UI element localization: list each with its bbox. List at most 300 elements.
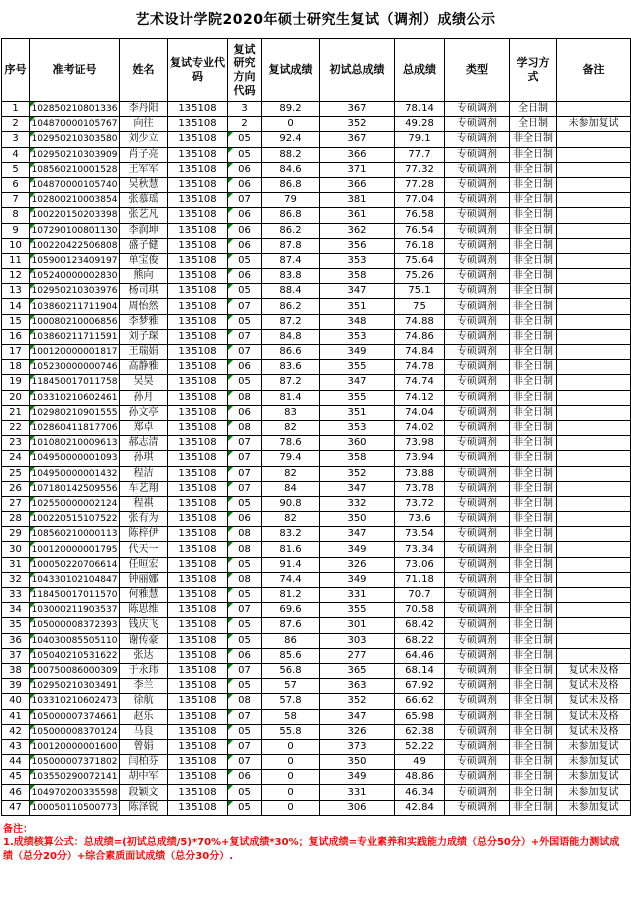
cell-remark bbox=[557, 360, 631, 375]
cell-total: 73.78 bbox=[395, 481, 445, 496]
table-row bbox=[2, 329, 631, 344]
cell-type: 专硕调剂 bbox=[445, 785, 510, 800]
cell-type: 专硕调剂 bbox=[445, 193, 510, 208]
cell-major: 135108 bbox=[168, 466, 228, 481]
cell-retest: 0 bbox=[262, 785, 320, 800]
cell-no: 25 bbox=[2, 466, 30, 481]
cell-dir: 06 bbox=[228, 512, 262, 527]
cell-initial: 365 bbox=[320, 663, 395, 678]
table-row bbox=[2, 132, 631, 147]
cell-dir: 07 bbox=[228, 329, 262, 344]
cell-ticket: 102550000002124 bbox=[30, 496, 120, 511]
table-row bbox=[2, 162, 631, 177]
cell-major: 135108 bbox=[168, 648, 228, 663]
cell-initial: 355 bbox=[320, 390, 395, 405]
cell-ticket: 105240000002830 bbox=[30, 269, 120, 284]
cell-retest: 83.6 bbox=[262, 360, 320, 375]
table-row bbox=[2, 147, 631, 162]
table-row bbox=[2, 420, 631, 435]
cell-total: 76.58 bbox=[395, 208, 445, 223]
cell-total: 71.18 bbox=[395, 572, 445, 587]
cell-mode: 全日制 bbox=[510, 102, 557, 117]
table-row bbox=[2, 177, 631, 192]
cell-total: 74.02 bbox=[395, 420, 445, 435]
cell-retest: 83 bbox=[262, 405, 320, 420]
cell-mode: 非全日制 bbox=[510, 284, 557, 299]
cell-remark: 未参加复试 bbox=[557, 800, 631, 815]
cell-type: 专硕调剂 bbox=[445, 390, 510, 405]
cell-no: 23 bbox=[2, 436, 30, 451]
cell-initial: 381 bbox=[320, 193, 395, 208]
cell-mode: 非全日制 bbox=[510, 269, 557, 284]
cell-name: 李梦雅 bbox=[120, 314, 168, 329]
cell-dir: 07 bbox=[228, 481, 262, 496]
cell-retest: 81.4 bbox=[262, 390, 320, 405]
cell-initial: 373 bbox=[320, 739, 395, 754]
cell-retest: 92.4 bbox=[262, 132, 320, 147]
cell-remark bbox=[557, 284, 631, 299]
cell-total: 73.98 bbox=[395, 436, 445, 451]
cell-retest: 0 bbox=[262, 739, 320, 754]
cell-retest: 0 bbox=[262, 117, 320, 132]
cell-mode: 非全日制 bbox=[510, 603, 557, 618]
cell-type: 专硕调剂 bbox=[445, 618, 510, 633]
cell-name: 张达 bbox=[120, 648, 168, 663]
cell-name: 孙琪 bbox=[120, 451, 168, 466]
cell-initial: 349 bbox=[320, 572, 395, 587]
cell-name: 车艺翔 bbox=[120, 481, 168, 496]
cell-initial: 331 bbox=[320, 785, 395, 800]
cell-retest: 55.8 bbox=[262, 724, 320, 739]
cell-remark bbox=[557, 405, 631, 420]
cell-ticket: 102950210303976 bbox=[30, 284, 120, 299]
cell-remark bbox=[557, 512, 631, 527]
cell-name: 杨司琪 bbox=[120, 284, 168, 299]
cell-name: 程洁 bbox=[120, 466, 168, 481]
cell-mode: 非全日制 bbox=[510, 390, 557, 405]
cell-retest: 86.8 bbox=[262, 177, 320, 192]
cell-no: 9 bbox=[2, 223, 30, 238]
table-row bbox=[2, 755, 631, 770]
cell-retest: 56.8 bbox=[262, 663, 320, 678]
cell-mode: 非全日制 bbox=[510, 739, 557, 754]
cell-total: 74.86 bbox=[395, 329, 445, 344]
cell-type: 专硕调剂 bbox=[445, 375, 510, 390]
cell-name: 钱庆飞 bbox=[120, 618, 168, 633]
cell-major: 135108 bbox=[168, 679, 228, 694]
cell-name: 陈思维 bbox=[120, 603, 168, 618]
cell-no: 27 bbox=[2, 496, 30, 511]
cell-retest: 0 bbox=[262, 770, 320, 785]
cell-dir: 06 bbox=[228, 405, 262, 420]
cell-major: 135108 bbox=[168, 299, 228, 314]
cell-no: 26 bbox=[2, 481, 30, 496]
cell-name: 王瑞娟 bbox=[120, 345, 168, 360]
cell-ticket: 103860211711591 bbox=[30, 329, 120, 344]
cell-remark bbox=[557, 269, 631, 284]
cell-initial: 348 bbox=[320, 314, 395, 329]
cell-ticket: 100080210006856 bbox=[30, 314, 120, 329]
cell-type: 专硕调剂 bbox=[445, 542, 510, 557]
cell-dir: 08 bbox=[228, 542, 262, 557]
cell-major: 135108 bbox=[168, 360, 228, 375]
cell-no: 10 bbox=[2, 238, 30, 253]
cell-ticket: 104950000001432 bbox=[30, 466, 120, 481]
table-row bbox=[2, 117, 631, 132]
cell-type: 专硕调剂 bbox=[445, 102, 510, 117]
cell-major: 135108 bbox=[168, 102, 228, 117]
cell-ticket: 100750086000309 bbox=[30, 663, 120, 678]
cell-initial: 349 bbox=[320, 770, 395, 785]
cell-major: 135108 bbox=[168, 436, 228, 451]
cell-type: 专硕调剂 bbox=[445, 299, 510, 314]
cell-ticket: 104870000105740 bbox=[30, 177, 120, 192]
cell-retest: 87.6 bbox=[262, 618, 320, 633]
cell-dir: 07 bbox=[228, 603, 262, 618]
cell-mode: 非全日制 bbox=[510, 679, 557, 694]
cell-mode: 非全日制 bbox=[510, 481, 557, 496]
cell-no: 28 bbox=[2, 512, 30, 527]
cell-mode: 非全日制 bbox=[510, 360, 557, 375]
cell-remark bbox=[557, 390, 631, 405]
cell-remark: 未参加复试 bbox=[557, 755, 631, 770]
cell-initial: 347 bbox=[320, 375, 395, 390]
cell-initial: 355 bbox=[320, 360, 395, 375]
cell-name: 何雅慧 bbox=[120, 588, 168, 603]
cell-total: 68.14 bbox=[395, 663, 445, 678]
cell-type: 专硕调剂 bbox=[445, 238, 510, 253]
cell-ticket: 102850210801336 bbox=[30, 102, 120, 117]
cell-ticket: 118450017011758 bbox=[30, 375, 120, 390]
table-row bbox=[2, 633, 631, 648]
cell-mode: 非全日制 bbox=[510, 329, 557, 344]
table-row bbox=[2, 481, 631, 496]
cell-dir: 08 bbox=[228, 390, 262, 405]
cell-no: 41 bbox=[2, 709, 30, 724]
col-header-initial: 初试总成绩 bbox=[320, 39, 395, 102]
cell-initial: 349 bbox=[320, 345, 395, 360]
cell-initial: 367 bbox=[320, 132, 395, 147]
cell-no: 34 bbox=[2, 603, 30, 618]
cell-dir: 05 bbox=[228, 588, 262, 603]
cell-name: 李润坤 bbox=[120, 223, 168, 238]
cell-dir: 07 bbox=[228, 663, 262, 678]
cell-major: 135108 bbox=[168, 420, 228, 435]
cell-major: 135108 bbox=[168, 132, 228, 147]
cell-no: 21 bbox=[2, 405, 30, 420]
table-row bbox=[2, 618, 631, 633]
cell-no: 18 bbox=[2, 360, 30, 375]
cell-ticket: 102950210303580 bbox=[30, 132, 120, 147]
table-row bbox=[2, 284, 631, 299]
cell-retest: 85.6 bbox=[262, 648, 320, 663]
cell-dir: 05 bbox=[228, 800, 262, 815]
cell-dir: 05 bbox=[228, 633, 262, 648]
cell-type: 专硕调剂 bbox=[445, 648, 510, 663]
cell-type: 专硕调剂 bbox=[445, 739, 510, 754]
cell-type: 专硕调剂 bbox=[445, 694, 510, 709]
cell-remark bbox=[557, 147, 631, 162]
cell-ticket: 102950210303909 bbox=[30, 147, 120, 162]
cell-no: 45 bbox=[2, 770, 30, 785]
cell-dir: 05 bbox=[228, 785, 262, 800]
cell-ticket: 104030085505110 bbox=[30, 633, 120, 648]
cell-type: 专硕调剂 bbox=[445, 117, 510, 132]
cell-total: 76.54 bbox=[395, 223, 445, 238]
cell-ticket: 103000211903537 bbox=[30, 603, 120, 618]
cell-name: 谢传豪 bbox=[120, 633, 168, 648]
cell-retest: 79.4 bbox=[262, 451, 320, 466]
col-header-total: 总成绩 bbox=[395, 39, 445, 102]
cell-dir: 07 bbox=[228, 345, 262, 360]
cell-mode: 非全日制 bbox=[510, 724, 557, 739]
cell-ticket: 104330102104847 bbox=[30, 572, 120, 587]
cell-ticket: 105040210531622 bbox=[30, 648, 120, 663]
cell-name: 吴秋慧 bbox=[120, 177, 168, 192]
cell-type: 专硕调剂 bbox=[445, 527, 510, 542]
cell-initial: 351 bbox=[320, 299, 395, 314]
cell-remark bbox=[557, 329, 631, 344]
cell-retest: 82 bbox=[262, 420, 320, 435]
cell-total: 70.58 bbox=[395, 603, 445, 618]
cell-mode: 非全日制 bbox=[510, 451, 557, 466]
cell-initial: 332 bbox=[320, 496, 395, 511]
cell-dir: 05 bbox=[228, 132, 262, 147]
cell-major: 135108 bbox=[168, 162, 228, 177]
cell-ticket: 105000008370124 bbox=[30, 724, 120, 739]
cell-type: 专硕调剂 bbox=[445, 496, 510, 511]
cell-major: 135108 bbox=[168, 770, 228, 785]
cell-no: 4 bbox=[2, 147, 30, 162]
cell-major: 135108 bbox=[168, 800, 228, 815]
cell-total: 77.04 bbox=[395, 193, 445, 208]
cell-no: 20 bbox=[2, 390, 30, 405]
col-header-mode: 学习方式 bbox=[510, 39, 557, 102]
cell-ticket: 102950210303491 bbox=[30, 679, 120, 694]
cell-mode: 非全日制 bbox=[510, 238, 557, 253]
cell-initial: 366 bbox=[320, 177, 395, 192]
cell-type: 专硕调剂 bbox=[445, 208, 510, 223]
cell-ticket: 102800210003854 bbox=[30, 193, 120, 208]
cell-mode: 非全日制 bbox=[510, 193, 557, 208]
col-header-remark: 备注 bbox=[557, 39, 631, 102]
cell-mode: 非全日制 bbox=[510, 314, 557, 329]
cell-type: 专硕调剂 bbox=[445, 603, 510, 618]
cell-name: 于永玮 bbox=[120, 663, 168, 678]
cell-type: 专硕调剂 bbox=[445, 679, 510, 694]
cell-retest: 81.2 bbox=[262, 588, 320, 603]
cell-mode: 非全日制 bbox=[510, 572, 557, 587]
cell-remark bbox=[557, 253, 631, 268]
table-row bbox=[2, 770, 631, 785]
cell-major: 135108 bbox=[168, 177, 228, 192]
cell-initial: 350 bbox=[320, 755, 395, 770]
cell-major: 135108 bbox=[168, 405, 228, 420]
table-row bbox=[2, 390, 631, 405]
cell-total: 73.94 bbox=[395, 451, 445, 466]
cell-total: 70.7 bbox=[395, 588, 445, 603]
cell-mode: 非全日制 bbox=[510, 512, 557, 527]
cell-total: 79.1 bbox=[395, 132, 445, 147]
cell-initial: 277 bbox=[320, 648, 395, 663]
cell-dir: 05 bbox=[228, 314, 262, 329]
cell-major: 135108 bbox=[168, 739, 228, 754]
cell-major: 135108 bbox=[168, 724, 228, 739]
cell-initial: 347 bbox=[320, 709, 395, 724]
cell-major: 135108 bbox=[168, 527, 228, 542]
cell-dir: 07 bbox=[228, 193, 262, 208]
cell-total: 78.14 bbox=[395, 102, 445, 117]
cell-retest: 82 bbox=[262, 512, 320, 527]
cell-retest: 84 bbox=[262, 481, 320, 496]
cell-retest: 69.6 bbox=[262, 603, 320, 618]
table-body bbox=[2, 102, 631, 816]
cell-major: 135108 bbox=[168, 345, 228, 360]
cell-ticket: 100120000001600 bbox=[30, 739, 120, 754]
cell-total: 46.34 bbox=[395, 785, 445, 800]
cell-major: 135108 bbox=[168, 633, 228, 648]
cell-initial: 363 bbox=[320, 679, 395, 694]
cell-dir: 05 bbox=[228, 618, 262, 633]
cell-retest: 74.4 bbox=[262, 572, 320, 587]
cell-type: 专硕调剂 bbox=[445, 360, 510, 375]
table-row bbox=[2, 253, 631, 268]
cell-no: 8 bbox=[2, 208, 30, 223]
cell-dir: 05 bbox=[228, 284, 262, 299]
cell-ticket: 104970200335598 bbox=[30, 785, 120, 800]
table-row bbox=[2, 572, 631, 587]
cell-remark: 未参加复试 bbox=[557, 739, 631, 754]
cell-mode: 非全日制 bbox=[510, 694, 557, 709]
cell-retest: 87.4 bbox=[262, 253, 320, 268]
cell-ticket: 100050110500773 bbox=[30, 800, 120, 815]
cell-remark bbox=[557, 177, 631, 192]
cell-major: 135108 bbox=[168, 694, 228, 709]
cell-remark bbox=[557, 633, 631, 648]
cell-ticket: 103310210602473 bbox=[30, 694, 120, 709]
cell-retest: 0 bbox=[262, 755, 320, 770]
cell-major: 135108 bbox=[168, 223, 228, 238]
cell-dir: 06 bbox=[228, 269, 262, 284]
cell-dir: 07 bbox=[228, 436, 262, 451]
cell-mode: 非全日制 bbox=[510, 147, 557, 162]
cell-type: 专硕调剂 bbox=[445, 147, 510, 162]
cell-remark bbox=[557, 238, 631, 253]
cell-major: 135108 bbox=[168, 238, 228, 253]
cell-name: 孙文亭 bbox=[120, 405, 168, 420]
cell-dir: 06 bbox=[228, 648, 262, 663]
cell-type: 专硕调剂 bbox=[445, 269, 510, 284]
cell-type: 专硕调剂 bbox=[445, 466, 510, 481]
cell-dir: 06 bbox=[228, 177, 262, 192]
cell-major: 135108 bbox=[168, 542, 228, 557]
cell-dir: 05 bbox=[228, 679, 262, 694]
cell-mode: 非全日制 bbox=[510, 253, 557, 268]
cell-type: 专硕调剂 bbox=[445, 162, 510, 177]
cell-mode: 非全日制 bbox=[510, 755, 557, 770]
cell-name: 赵乐 bbox=[120, 709, 168, 724]
col-header-name: 姓名 bbox=[120, 39, 168, 102]
cell-remark bbox=[557, 345, 631, 360]
cell-dir: 2 bbox=[228, 117, 262, 132]
table-row bbox=[2, 238, 631, 253]
cell-ticket: 105000008372393 bbox=[30, 618, 120, 633]
cell-initial: 306 bbox=[320, 800, 395, 815]
cell-major: 135108 bbox=[168, 390, 228, 405]
cell-type: 专硕调剂 bbox=[445, 177, 510, 192]
table-row bbox=[2, 466, 631, 481]
cell-total: 73.34 bbox=[395, 542, 445, 557]
cell-no: 32 bbox=[2, 572, 30, 587]
cell-total: 68.42 bbox=[395, 618, 445, 633]
cell-dir: 06 bbox=[228, 208, 262, 223]
table-row bbox=[2, 648, 631, 663]
cell-remark bbox=[557, 299, 631, 314]
cell-no: 2 bbox=[2, 117, 30, 132]
cell-initial: 347 bbox=[320, 527, 395, 542]
cell-mode: 非全日制 bbox=[510, 588, 557, 603]
cell-initial: 358 bbox=[320, 269, 395, 284]
cell-dir: 07 bbox=[228, 451, 262, 466]
cell-major: 135108 bbox=[168, 663, 228, 678]
cell-remark bbox=[557, 420, 631, 435]
table-row bbox=[2, 694, 631, 709]
footnotes bbox=[0, 816, 631, 864]
col-header-no: 序号 bbox=[2, 39, 30, 102]
cell-type: 专硕调剂 bbox=[445, 770, 510, 785]
cell-mode: 非全日制 bbox=[510, 132, 557, 147]
table-row bbox=[2, 436, 631, 451]
cell-dir: 07 bbox=[228, 709, 262, 724]
cell-retest: 87.2 bbox=[262, 314, 320, 329]
cell-remark bbox=[557, 466, 631, 481]
cell-no: 3 bbox=[2, 132, 30, 147]
cell-initial: 326 bbox=[320, 724, 395, 739]
cell-no: 37 bbox=[2, 648, 30, 663]
cell-major: 135108 bbox=[168, 284, 228, 299]
cell-remark: 复试未及格 bbox=[557, 679, 631, 694]
cell-type: 专硕调剂 bbox=[445, 436, 510, 451]
cell-total: 66.62 bbox=[395, 694, 445, 709]
cell-total: 64.46 bbox=[395, 648, 445, 663]
cell-mode: 非全日制 bbox=[510, 208, 557, 223]
cell-major: 135108 bbox=[168, 253, 228, 268]
cell-retest: 88.4 bbox=[262, 284, 320, 299]
cell-major: 135108 bbox=[168, 193, 228, 208]
cell-retest: 84.8 bbox=[262, 329, 320, 344]
cell-ticket: 103860211711904 bbox=[30, 299, 120, 314]
cell-type: 专硕调剂 bbox=[445, 633, 510, 648]
cell-initial: 353 bbox=[320, 329, 395, 344]
cell-major: 135108 bbox=[168, 147, 228, 162]
cell-total: 73.54 bbox=[395, 527, 445, 542]
cell-dir: 05 bbox=[228, 724, 262, 739]
cell-total: 74.84 bbox=[395, 345, 445, 360]
cell-major: 135108 bbox=[168, 618, 228, 633]
cell-ticket: 107180142509556 bbox=[30, 481, 120, 496]
cell-total: 74.74 bbox=[395, 375, 445, 390]
cell-ticket: 107290100801130 bbox=[30, 223, 120, 238]
cell-remark bbox=[557, 527, 631, 542]
cell-initial: 361 bbox=[320, 208, 395, 223]
cell-mode: 非全日制 bbox=[510, 770, 557, 785]
cell-retest: 86.8 bbox=[262, 208, 320, 223]
cell-total: 74.12 bbox=[395, 390, 445, 405]
table-row bbox=[2, 542, 631, 557]
cell-remark bbox=[557, 481, 631, 496]
cell-total: 68.22 bbox=[395, 633, 445, 648]
cell-mode: 非全日制 bbox=[510, 223, 557, 238]
